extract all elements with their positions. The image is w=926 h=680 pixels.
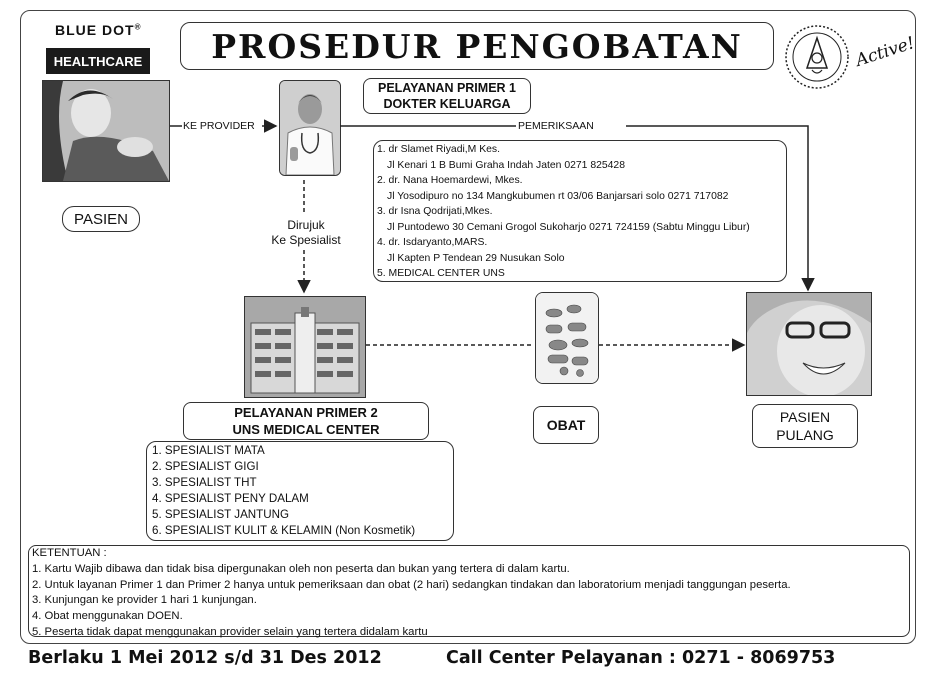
- call-center: Call Center Pelayanan : 0271 - 8069753: [446, 648, 836, 668]
- terms-item: 5. Peserta tidak dapat menggunakan provider selain yang tertera didalam kartu: [32, 625, 428, 638]
- terms-item: 1. Kartu Wajib dibawa dan tidak bisa dipergunakan oleh non peserta dan bukan yang tertera di dalam kartu.: [32, 562, 570, 575]
- list-item: 2. SPESIALIST GIGI: [152, 460, 259, 473]
- doctor-address: Jl Puntodewo 30 Cemani Grogol Sukoharjo 0271 724159 (Sabtu Minggu Libur): [387, 221, 750, 233]
- primary-service-1-title: PELAYANAN PRIMER 1 DOKTER KELUARGA: [363, 78, 531, 114]
- validity-period: Berlaku 1 Mei 2012 s/d 31 Des 2012: [28, 648, 382, 668]
- doctor-name: 3. dr Isna Qodrijati,Mkes.: [377, 206, 493, 217]
- list-item: 4. SPESIALIST PENY DALAM: [152, 492, 309, 505]
- terms-item: 3. Kunjungan ke provider 1 hari 1 kunjungan.: [32, 594, 257, 607]
- terms-item: 4. Obat menggunakan DOEN.: [32, 610, 183, 623]
- doctor-address: Jl Kenari 1 B Bumi Graha Indah Jaten 0271 825428: [387, 159, 625, 171]
- doctor-name: 5. MEDICAL CENTER UNS: [377, 268, 505, 279]
- doctor-name: 2. dr. Nana Hoemardewi, Mkes.: [377, 175, 523, 186]
- list-item: 6. SPESIALIST KULIT & KELAMIN (Non Kosmetik): [152, 524, 416, 537]
- examination-label: PEMERIKSAAN: [518, 120, 594, 132]
- to-provider-label: KE PROVIDER: [183, 120, 255, 132]
- doctor-name: 4. dr. Isdaryanto,MARS.: [377, 237, 488, 248]
- list-item: 1. SPESIALIST MATA: [152, 444, 265, 457]
- doctor-address: Jl Kapten P Tendean 29 Nusukan Solo: [387, 252, 565, 264]
- page-title: PROSEDUR PENGOBATAN: [180, 22, 774, 70]
- doctor-name: 1. dr Slamet Riyadi,M Kes.: [377, 144, 500, 155]
- primary-service-2-title: PELAYANAN PRIMER 2 UNS MEDICAL CENTER: [183, 402, 429, 440]
- medicine-label: OBAT: [533, 406, 599, 444]
- active-tagline: Active!: [853, 33, 918, 71]
- discharged-patient-label: PASIEN PULANG: [752, 404, 858, 448]
- doctor-address: Jl Yosodipuro no 134 Mangkubumen rt 03/06 Banjarsari solo 0271 717082: [387, 190, 729, 202]
- referred-label: Dirujuk Ke Spesialist: [271, 218, 341, 247]
- terms-box: [28, 545, 910, 637]
- terms-heading: KETENTUAN :: [32, 547, 107, 559]
- arrow-examination-to-pulang: [626, 126, 808, 290]
- list-item: 5. SPESIALIST JANTUNG: [152, 508, 290, 521]
- brand-name: BLUE DOT®: [55, 22, 142, 38]
- patient-label: PASIEN: [62, 206, 140, 232]
- terms-item: 2. Untuk layanan Primer 1 dan Primer 2 hanya untuk pemeriksaan dan obat (2 hari) sedangkan tindakan dan laboratorium menjadi tanggungan peserta.: [32, 578, 791, 591]
- list-item: 3. SPESIALIST THT: [152, 476, 257, 489]
- brand-bar: HEALTHCARE: [46, 48, 150, 74]
